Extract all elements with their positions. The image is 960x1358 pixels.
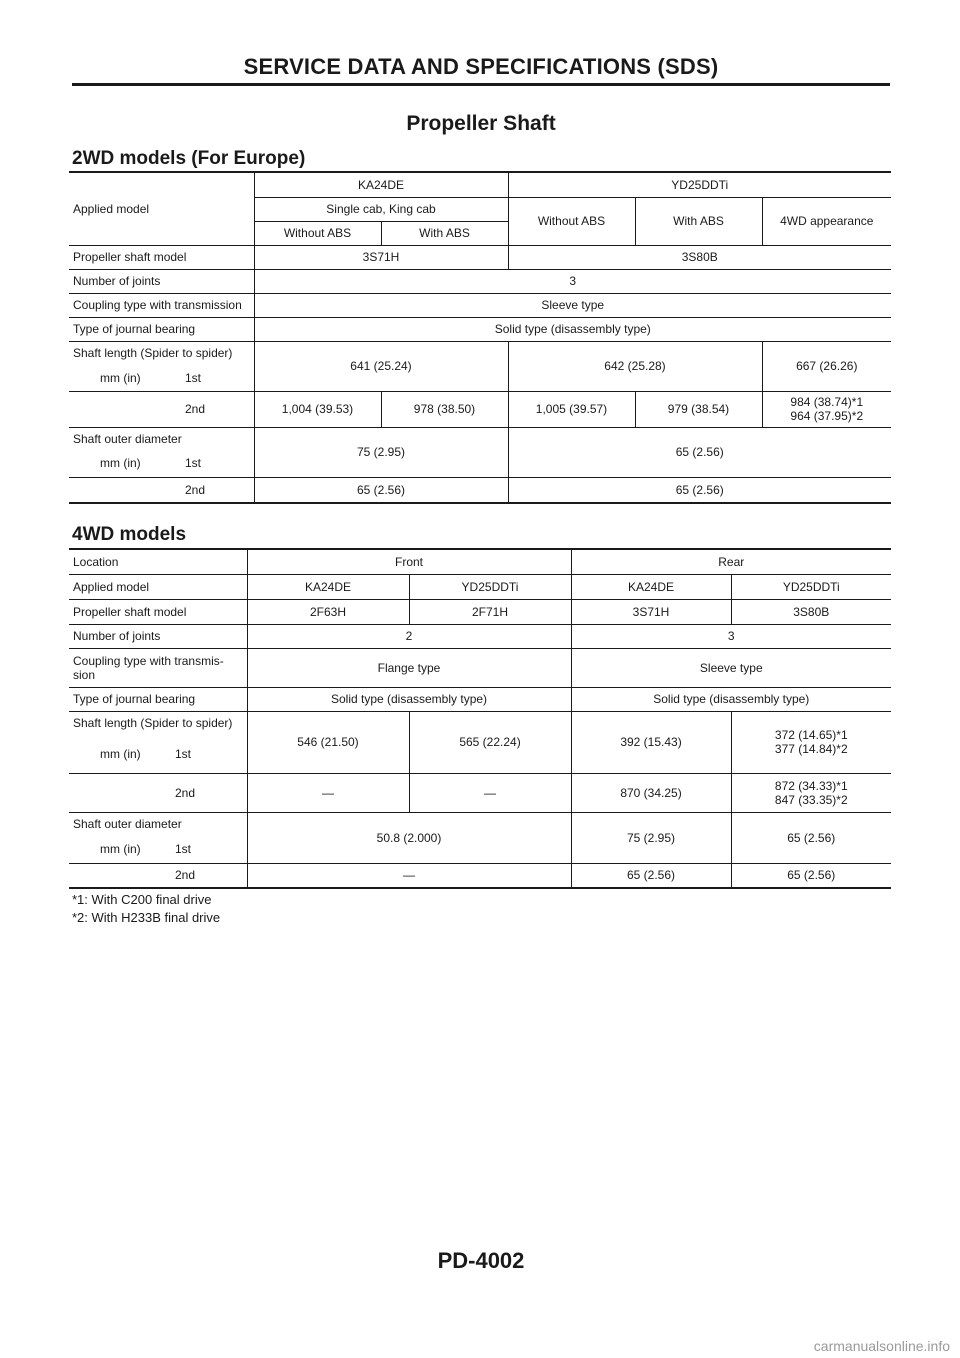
length-2nd-ka-with-abs: 978 (38.50) — [381, 391, 508, 427]
ka24de-header: KA24DE — [254, 172, 508, 197]
single-cab-king-cab-header: Single cab, King cab — [254, 197, 508, 221]
od-1st-ka: 75 (2.95) — [254, 427, 508, 477]
length-2nd-4wd-appearance — [762, 391, 891, 427]
number-of-joints-label: Number of joints — [69, 624, 247, 648]
length-1st-rear-yd — [731, 711, 891, 773]
coupling-type-label — [69, 648, 247, 687]
joints-rear: 3 — [571, 624, 891, 648]
prop-front-ka: 2F63H — [247, 599, 409, 624]
ka-without-abs-header: Without ABS — [254, 221, 381, 245]
length-1st-4wd: 667 (26.26) — [762, 341, 891, 391]
yd-without-abs-header: Without ABS — [508, 197, 635, 245]
yd-with-abs-header: With ABS — [635, 197, 762, 245]
location-rear: Rear — [571, 549, 891, 574]
empty-cell — [69, 477, 181, 503]
od-2nd-label: 2nd — [171, 863, 247, 888]
spec-table-2wd — [69, 171, 891, 504]
applied-rear-yd: YD25DDTi — [731, 574, 891, 599]
coupling-rear: Sleeve type — [571, 648, 891, 687]
shaft-length-label: Shaft length (Spider to spider) — [69, 711, 247, 735]
outer-diameter-label: Shaft outer diameter — [69, 427, 254, 450]
applied-front-yd: YD25DDTi — [409, 574, 571, 599]
header-rule — [72, 83, 890, 86]
propeller-yd-value: 3S80B — [508, 245, 891, 269]
footnote-1: *1: With C200 final drive — [72, 892, 212, 907]
prop-rear-ka: 3S71H — [571, 599, 731, 624]
yd25ddti-header: YD25DDTi — [508, 172, 891, 197]
od-unit-label: mm (in) — [69, 835, 171, 863]
length-2nd-front-yd: — — [409, 773, 571, 812]
propeller-ka-value: 3S71H — [254, 245, 508, 269]
footnote-2: *2: With H233B final drive — [72, 910, 221, 925]
coupling-type-value: Sleeve type — [254, 293, 891, 317]
propeller-shaft-model-label: Propeller shaft model — [69, 245, 254, 269]
length-1st-rear-ka: 392 (15.43) — [571, 711, 731, 773]
section-title-2wd: 2WD models (For Europe) — [72, 148, 306, 169]
length-2nd-label: 2nd — [185, 402, 206, 416]
length-2nd-4wd-note1: 984 (38.74)*1 — [790, 395, 864, 409]
length-2nd-rear-yd — [731, 773, 891, 812]
number-of-joints-value: 3 — [254, 269, 891, 293]
od-1st-yd: 65 (2.56) — [508, 427, 891, 477]
coupling-label-line1: Coupling type with transmis- — [73, 653, 224, 668]
prop-front-yd: 2F71H — [409, 599, 571, 624]
journal-bearing-value: Solid type (disassembly type) — [254, 317, 891, 341]
coupling-label-line2: sion — [73, 667, 96, 682]
coupling-front: Flange type — [247, 648, 571, 687]
length-1st-label: 1st — [171, 735, 247, 773]
length-2nd-ka-without-abs: 1,004 (39.53) — [254, 391, 381, 427]
journal-rear: Solid type (disassembly type) — [571, 687, 891, 711]
empty-cell — [69, 773, 171, 812]
journal-bearing-label: Type of journal bearing — [69, 687, 247, 711]
length-2nd-4wd-note2: 964 (37.95)*2 — [790, 409, 864, 423]
length-1st-label: 1st — [181, 365, 254, 391]
length-2nd-yd-with-abs: 979 (38.54) — [635, 391, 762, 427]
location-front: Front — [247, 549, 571, 574]
length-1st-yd: 642 (25.28) — [508, 341, 762, 391]
length-2nd-rear-yd-note2: 847 (33.35)*2 — [774, 792, 848, 807]
od-2nd-ka: 65 (2.56) — [254, 477, 508, 503]
length-2nd-yd-without-abs: 1,005 (39.57) — [508, 391, 635, 427]
page-title: Propeller Shaft — [406, 112, 556, 135]
applied-model-label: Applied model — [69, 574, 247, 599]
od-2nd-rear-yd: 65 (2.56) — [731, 863, 891, 888]
length-2nd-front-ka: — — [247, 773, 409, 812]
length-1st-front-ka: 546 (21.50) — [247, 711, 409, 773]
page-header-title: SERVICE DATA AND SPECIFICATIONS (SDS) — [243, 54, 719, 79]
page-number: PD-4002 — [437, 1248, 525, 1273]
applied-rear-ka: KA24DE — [571, 574, 731, 599]
od-1st-front: 50.8 (2.000) — [247, 812, 571, 863]
joints-front: 2 — [247, 624, 571, 648]
length-unit-label: mm (in) — [69, 735, 171, 773]
od-unit-label: mm (in) — [69, 450, 181, 477]
yd-4wd-appearance-header: 4WD appearance — [762, 197, 891, 245]
od-1st-label: 1st — [171, 835, 247, 863]
shaft-length-label: Shaft length (Spider to spider) — [69, 341, 254, 365]
ka-with-abs-header: With ABS — [381, 221, 508, 245]
section-title-4wd: 4WD models — [72, 524, 187, 545]
od-1st-rear-yd: 65 (2.56) — [731, 812, 891, 863]
coupling-type-label: Coupling type with transmission — [69, 293, 254, 317]
od-1st-rear-ka: 75 (2.95) — [571, 812, 731, 863]
length-1st-rear-yd-note2: 377 (14.84)*2 — [774, 742, 848, 756]
length-unit-label: mm (in) — [69, 365, 181, 391]
outer-diameter-label: Shaft outer diameter — [69, 812, 247, 835]
applied-front-ka: KA24DE — [247, 574, 409, 599]
od-2nd-yd: 65 (2.56) — [508, 477, 891, 503]
journal-front: Solid type (disassembly type) — [247, 687, 571, 711]
empty-cell — [69, 863, 171, 888]
propeller-shaft-model-label: Propeller shaft model — [69, 599, 247, 624]
journal-bearing-label: Type of journal bearing — [69, 317, 254, 341]
od-1st-label: 1st — [181, 450, 254, 477]
applied-model-label: Applied model — [69, 172, 254, 245]
length-1st-rear-yd-note1: 372 (14.65)*1 — [774, 728, 848, 742]
prop-rear-yd: 3S80B — [731, 599, 891, 624]
length-2nd-label: 2nd — [175, 785, 196, 800]
od-2nd-front: — — [247, 863, 571, 888]
spec-table-4wd — [69, 548, 891, 889]
watermark-text: carmanualsonline.info — [813, 1338, 950, 1354]
length-2nd-rear-yd-note1: 872 (34.33)*1 — [774, 778, 848, 793]
empty-cell — [69, 391, 181, 427]
length-1st-ka: 641 (25.24) — [254, 341, 508, 391]
length-1st-front-yd: 565 (22.24) — [409, 711, 571, 773]
od-2nd-label: 2nd — [181, 477, 254, 503]
location-label: Location — [69, 549, 247, 574]
number-of-joints-label: Number of joints — [69, 269, 254, 293]
od-2nd-rear-ka: 65 (2.56) — [571, 863, 731, 888]
length-2nd-rear-ka: 870 (34.25) — [571, 773, 731, 812]
